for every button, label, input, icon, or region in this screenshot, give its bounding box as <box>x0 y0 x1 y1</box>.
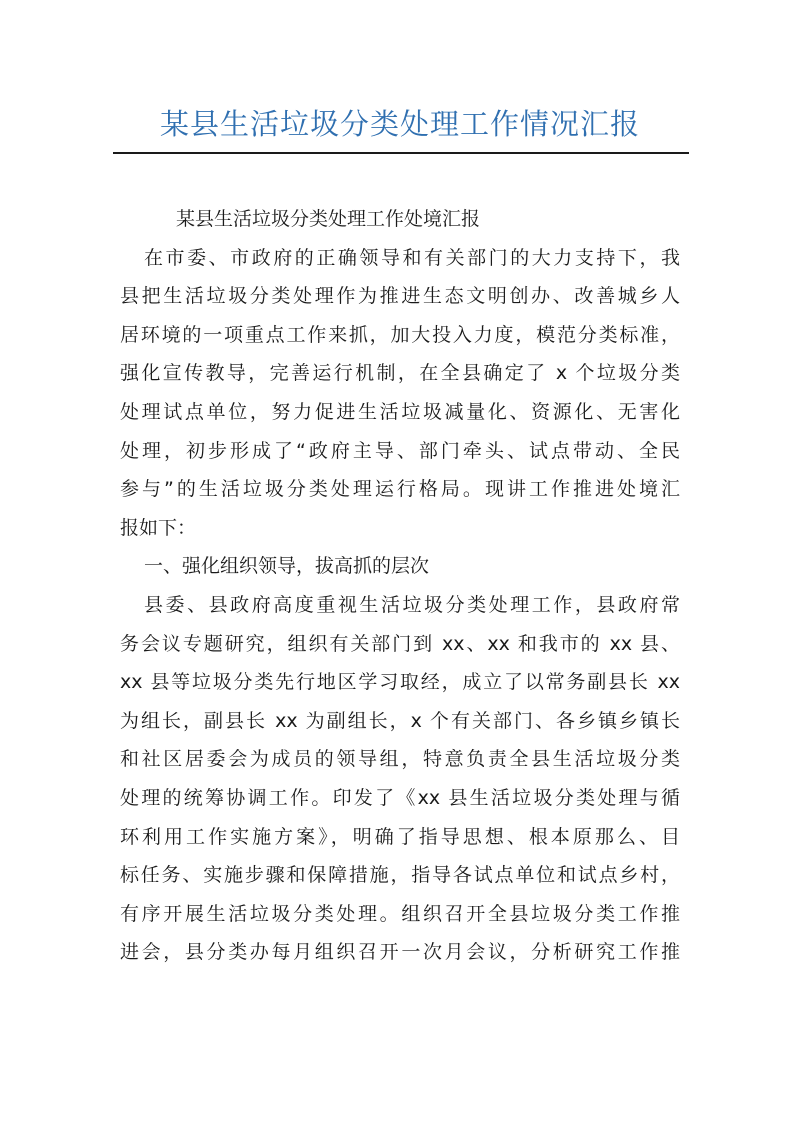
paragraph-line: 进会，县分类办每月组织召开一次月会议，分析研究工作推 <box>120 941 680 964</box>
paragraph-line: 和社区居委会为成员的领导组，特意负责全县生活垃圾分类 <box>120 748 680 771</box>
paragraph-line: 强化宣传教导，完善运行机制，在全县确定了 x 个垃圾分类 <box>120 362 680 385</box>
subtitle-line: 某县生活垃圾分类处理工作处境汇报 <box>176 208 481 230</box>
title-underline <box>113 152 689 154</box>
document-body <box>120 200 680 972</box>
paragraph-line: 县委、县政府高度重视生活垃圾分类处理工作，县政府常 <box>144 593 680 616</box>
paragraph-line: 居环境的一项重点工作来抓，加大投入力度，模范分类标准， <box>120 323 680 346</box>
paragraph-line: 标任务、实施步骤和保障措施，指导各试点单位和试点乡村， <box>120 864 680 887</box>
document-title: 某县生活垃圾分类处理工作情况汇报 <box>159 107 640 141</box>
paragraph-line: 县把生活垃圾分类处理作为推进生态文明创办、改善城乡人 <box>120 285 680 308</box>
section-heading: 一、强化组织领导，拔高抓的层次 <box>144 555 430 578</box>
paragraph-line: 报如下： <box>120 516 197 539</box>
paragraph-line: 务会议专题研究，组织有关部门到 xx、xx 和我市的 xx 县、 <box>120 632 680 655</box>
paragraph-line: 在市委、市政府的正确领导和有关部门的大力支持下，我 <box>144 246 680 269</box>
paragraph-line: 参与”的生活垃圾分类处理运行格局。现讲工作推进处境汇 <box>120 478 680 501</box>
paragraph-line: 处理的统筹协调工作。印发了《xx 县生活垃圾分类处理与循 <box>120 786 680 809</box>
paragraph-line: 有序开展生活垃圾分类处理。组织召开全县垃圾分类工作推 <box>120 902 680 925</box>
paragraph-line: 为组长，副县长 xx 为副组长，x 个有关部门、各乡镇乡镇长 <box>120 709 680 732</box>
paragraph-line: 处理，初步形成了“政府主导、部门牵头、试点带动、全民 <box>120 439 680 462</box>
paragraph-line: 环利用工作实施方案》，明确了指导思想、根本原那么、目 <box>120 825 680 848</box>
paragraph-line: xx 县等垃圾分类先行地区学习取经，成立了以常务副县长 xx <box>120 671 680 694</box>
paragraph-line: 处理试点单位，努力促进生活垃圾减量化、资源化、无害化 <box>120 400 680 423</box>
